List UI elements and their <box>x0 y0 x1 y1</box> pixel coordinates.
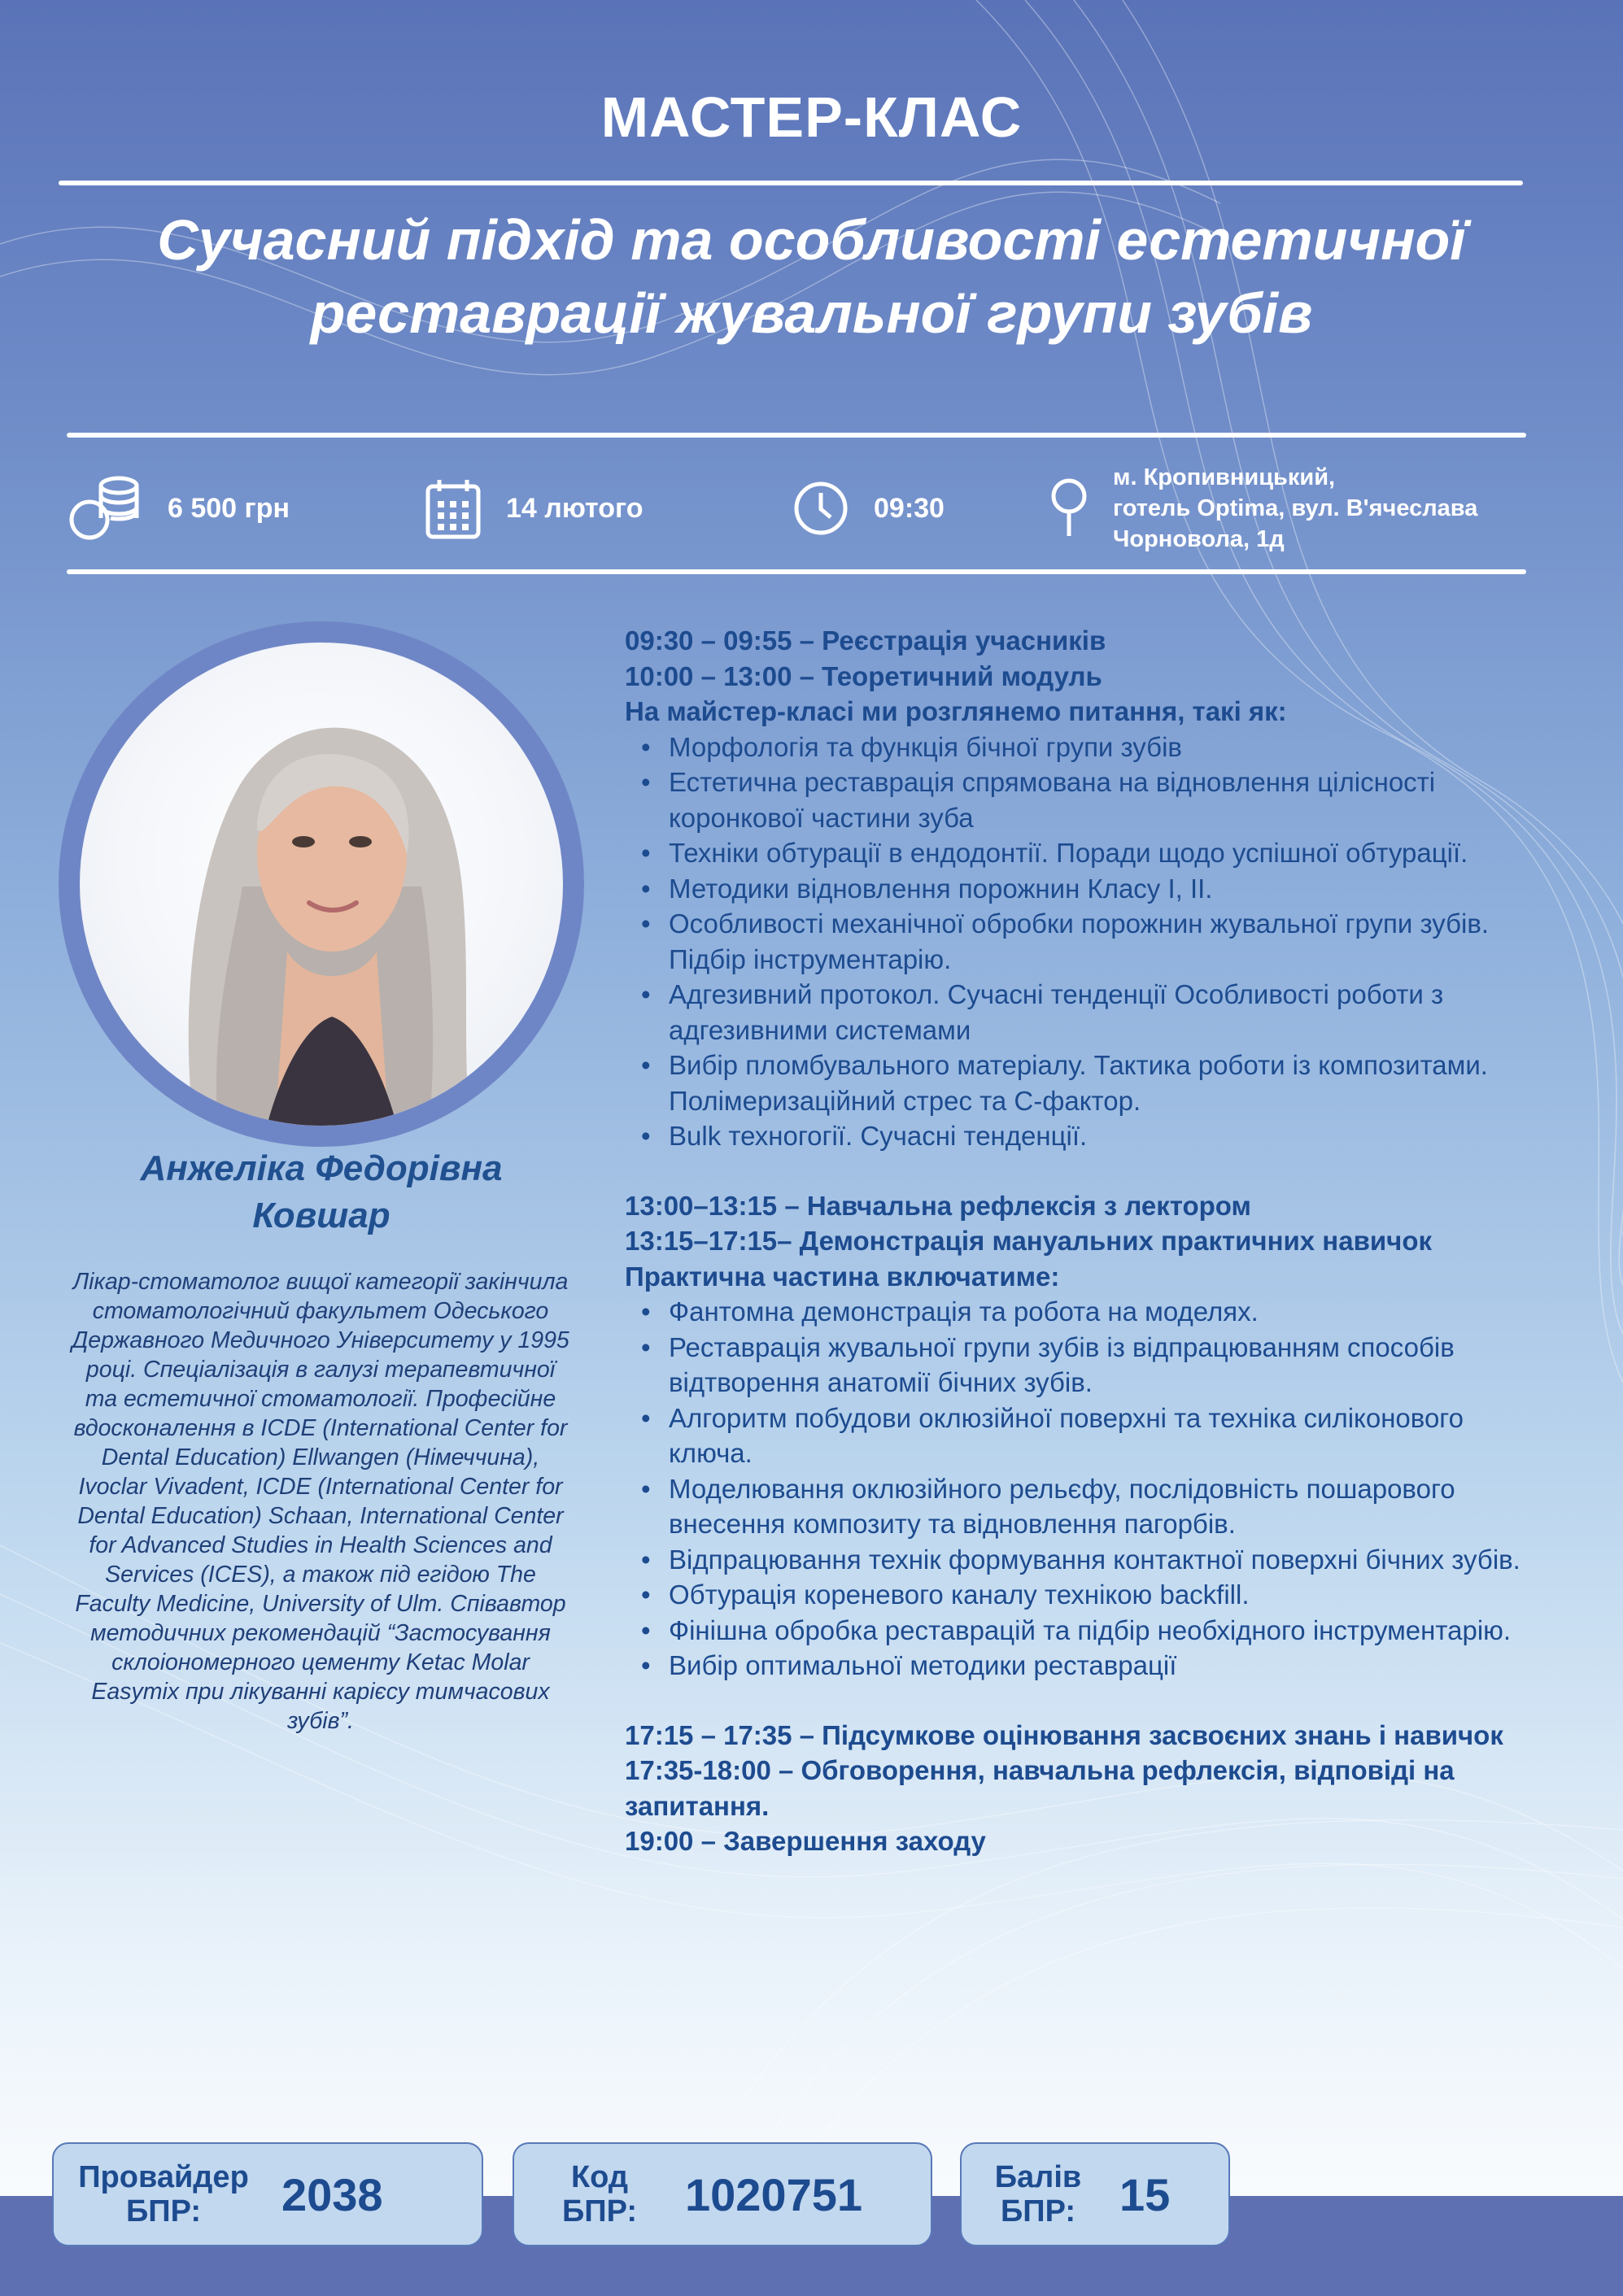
location-pin-icon <box>1049 478 1089 538</box>
provider-label-line1: Провайдер <box>78 2160 249 2194</box>
points-badge <box>960 2142 1230 2246</box>
calendar-icon <box>425 477 482 540</box>
divider-middle <box>67 433 1526 438</box>
speaker-name-line1: Анжеліка Федорівна <box>140 1148 503 1188</box>
address-line2: готель Optima, вул. В'ячеслава <box>1113 495 1478 521</box>
time-text: 09:30 <box>874 492 945 524</box>
schedule-registration: 09:30 – 09:55 – Реєстрація учасників <box>625 625 1106 656</box>
info-address <box>1049 455 1477 561</box>
code-label <box>555 2160 644 2228</box>
speaker-photo <box>80 643 563 1126</box>
date-text: 14 лютого <box>506 492 644 524</box>
divider-bottom <box>67 569 1526 574</box>
schedule-practice: 13:15–17:15– Демонстрація мануальних практичних навичок <box>625 1226 1432 1256</box>
list-item: • Вибір оптимальної методики реставрації <box>669 1648 1544 1684</box>
list-item: • Відпрацювання технік формування контактної поверхні бічних зубів. <box>669 1542 1544 1578</box>
points-label <box>989 2160 1087 2228</box>
code-label-line2: БПР: <box>561 2194 638 2228</box>
list-item: • Адгезивний протокол. Сучасні тенденції Особливості роботи з адгезивними системами <box>669 977 1544 1048</box>
coins-icon <box>68 471 143 546</box>
provider-label-line2: БПР: <box>125 2194 202 2228</box>
info-time <box>792 455 945 561</box>
list-item: • Обтурація кореневого каналу технікою backfill. <box>669 1577 1544 1613</box>
masterclass-kicker: МАСТЕР-КЛАС <box>600 85 1023 149</box>
address-line3: Чорновола, 1д <box>1113 526 1285 552</box>
list-item: • Фантомна демонстрація та робота на моделях. <box>669 1294 1544 1330</box>
code-value: 1020751 <box>685 2168 863 2220</box>
program-schedule <box>625 623 1544 1859</box>
schedule-theory: 10:00 – 13:00 – Теоретичний модуль <box>625 660 1102 691</box>
list-item: • Реставрація жувальної групи зубів із відпрацюванням способів відтворення анатомії бічних зубів. <box>669 1330 1544 1401</box>
list-item: • Морфологія та функція бічної групи зубів <box>669 730 1544 765</box>
practice-list <box>625 1294 1544 1684</box>
points-label-line2: БПР: <box>1000 2194 1076 2228</box>
speaker-portrait-illustration <box>80 643 563 1126</box>
speaker-name <box>49 1145 594 1239</box>
schedule-discussion: 17:35-18:00 – Обговорення, навчальна рефлексія, відповіді на запитання. <box>625 1755 1455 1821</box>
practice-heading: Практична частина включатиме: <box>625 1261 1060 1292</box>
price-text: 6 500 грн <box>168 492 290 524</box>
provider-value: 2038 <box>281 2168 383 2220</box>
schedule-assessment: 17:15 – 17:35 – Підсумкове оцінювання засвоєних знань і навичок <box>625 1719 1503 1750</box>
code-label-line1: Код <box>570 2160 629 2194</box>
points-value: 15 <box>1119 2168 1171 2220</box>
points-label-line1: Балів <box>994 2160 1082 2194</box>
clock-icon <box>792 480 849 537</box>
provider-badge <box>52 2142 483 2246</box>
address-line1: м. Кропивницький, <box>1113 464 1336 490</box>
list-item: • Моделювання оклюзійного рельєфу, послідовність пошарового внесення композиту та відновлення пагорбів. <box>669 1471 1544 1542</box>
topics-list <box>625 730 1544 1154</box>
list-item: • Фінішна обробка реставрацій та підбір необхідного інструментарію. <box>669 1613 1544 1649</box>
speaker-bio: Лікар-стоматолог вищої категорії закінчила стоматологічний факультет Одеського Державного Медичного Університету у 1995 році. Спеціалізація в галузі терапевтичної та естетичної стоматології. Професійне вдосконалення в ICDE (International Center for Dental Education) Ellwangen (Німеччина), Ivoclar Vivadent, ICDE (International Center for Dental Education) Schaan, International Center for Advanced Studies in Health Sciences and Services (ICES), а також під егідою The Faculty Medicine, University of Ulm. Співавтор методичних рекомендацій “Застосування склоіономерного цементу Ketac Molar Easymix при лікуванні карієсу тимчасових зубів”. <box>72 1269 569 1734</box>
provider-label <box>78 2160 249 2228</box>
list-item: • Алгоритм побудови оклюзійної поверхні та техніка силіконового ключа. <box>669 1401 1544 1471</box>
speaker-name-line2: Ковшар <box>252 1196 390 1235</box>
info-price <box>68 455 290 561</box>
list-item: • Методики відновлення порожнин Класу І, ІІ. <box>669 871 1544 907</box>
code-badge <box>513 2142 932 2246</box>
event-title: Сучасний підхід та особливості естетичної реставрації жувальної групи зубів <box>157 208 1466 345</box>
list-item: • Естетична реставрація спрямована на відновлення цілісності коронкової частини зуба <box>669 765 1544 835</box>
list-item: • Особливості механічної обробки порожнин жувальної групи зубів. Підбір інструментарію. <box>669 906 1544 977</box>
list-item: • Вибір пломбувального матеріалу. Тактика роботи із композитами. Полімеризаційний стрес та С-фактор. <box>669 1048 1544 1118</box>
schedule-end: 19:00 – Завершення заходу <box>625 1826 986 1856</box>
schedule-reflection: 13:00–13:15 – Навчальна рефлексія з лектором <box>625 1190 1251 1221</box>
info-date <box>425 455 644 561</box>
divider-top <box>59 181 1523 185</box>
address-block <box>1113 462 1477 555</box>
list-item: • Bulk техногогії. Сучасні тенденції. <box>669 1118 1544 1154</box>
list-item: • Техніки обтурації в ендодонтії. Поради щодо успішної обтурації. <box>669 835 1544 871</box>
topics-heading: На майстер-класі ми розглянемо питання, такі як: <box>625 696 1287 726</box>
